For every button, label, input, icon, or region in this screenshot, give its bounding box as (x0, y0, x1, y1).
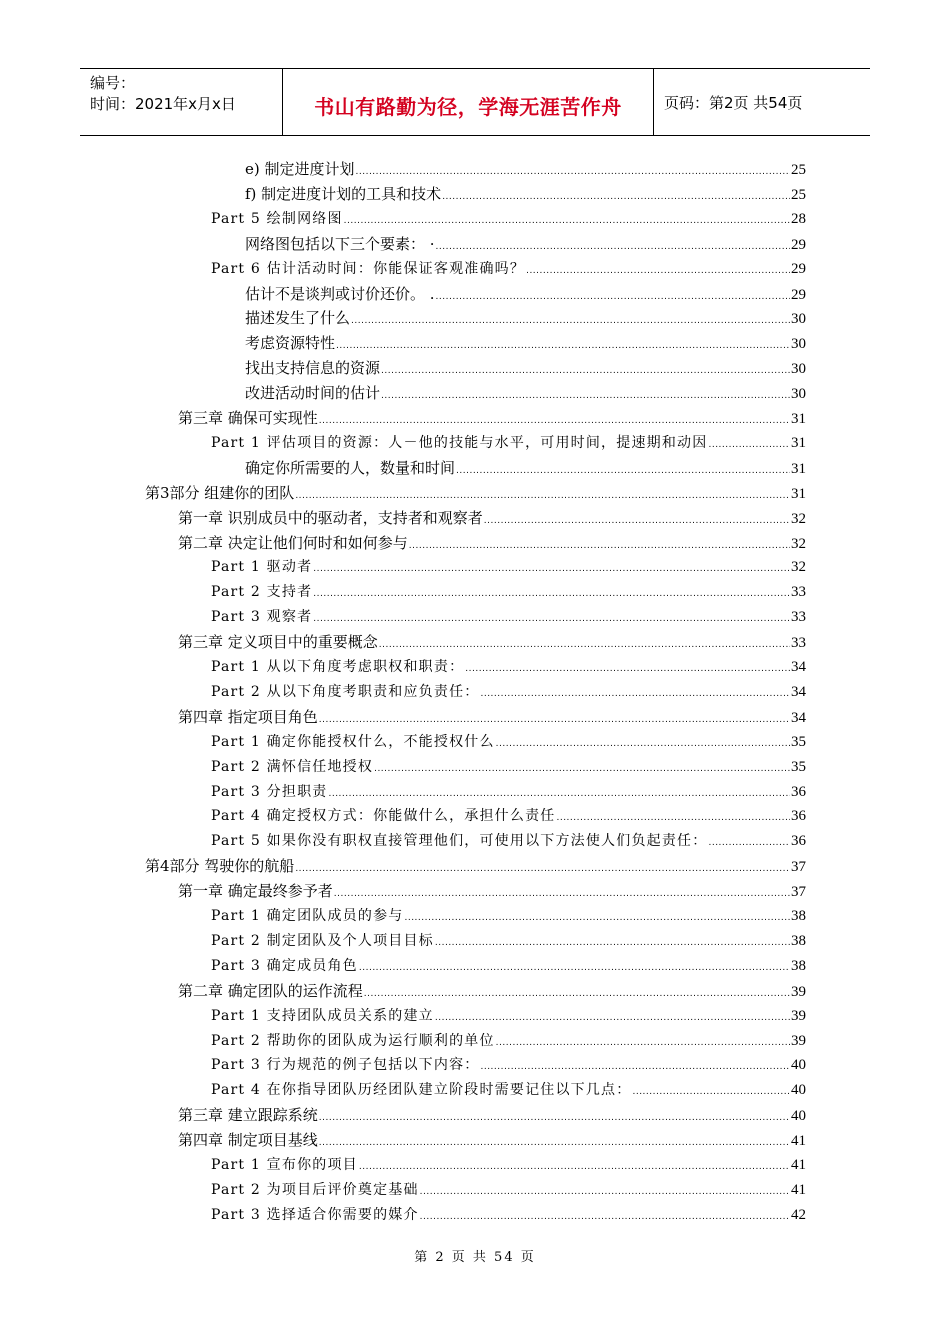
toc-entry-title: Part 1 宣布你的项目 (211, 1157, 358, 1173)
toc-leader-dots (409, 541, 790, 551)
toc-entry-title: 第三章 建立跟踪系统 (178, 1106, 318, 1125)
toc-entry-title: Part 1 从以下角度考虑职权和职责： (211, 659, 465, 675)
toc-entry[interactable] (211, 1154, 806, 1179)
toc-leader-dots (351, 316, 790, 326)
toc-leader-dots (295, 491, 790, 501)
toc-entry[interactable] (211, 781, 806, 806)
toc-entry[interactable] (211, 208, 806, 233)
toc-entry-page: 42 (791, 1206, 806, 1223)
toc-entry-page: 41 (791, 1181, 806, 1198)
toc-entry-page: 34 (791, 709, 806, 726)
toc-leader-dots (480, 1062, 790, 1072)
toc-entry-page: 33 (791, 635, 806, 652)
page-footer: 第 2 页 共 54 页 (414, 1250, 536, 1265)
toc-entry[interactable] (178, 1104, 806, 1129)
toc-leader-dots (465, 664, 790, 674)
toc-entry[interactable] (211, 1079, 806, 1104)
toc-leader-dots (319, 416, 790, 426)
toc-entry-page: 41 (791, 1133, 806, 1150)
toc-entry[interactable] (178, 980, 806, 1005)
toc-leader-dots (336, 341, 790, 351)
toc-entry-title: Part 2 帮助你的团队成为运行顺利的单位 (211, 1032, 495, 1049)
toc-entry[interactable] (211, 432, 806, 457)
toc-entry[interactable] (245, 158, 806, 183)
toc-leader-dots (708, 838, 790, 848)
toc-leader-dots (496, 1038, 790, 1048)
toc-entry[interactable] (211, 756, 806, 781)
toc-entry-page: 32 (791, 559, 806, 576)
toc-entry[interactable] (178, 880, 806, 905)
toc-entry-title: Part 6 估计活动时间：你能保证客观准确吗？ (211, 260, 526, 277)
toc-entry[interactable] (245, 457, 806, 482)
toc-entry[interactable] (211, 930, 806, 955)
toc-entry[interactable] (178, 507, 806, 532)
toc-entry[interactable] (178, 631, 806, 656)
toc-entry-page: 29 (791, 286, 806, 303)
toc-leader-dots (435, 938, 790, 948)
toc-entry-title: Part 5 绘制网络图 (211, 210, 343, 227)
toc-entry-title: Part 3 确定成员角色 (211, 957, 358, 974)
toc-entry-page: 30 (791, 311, 806, 328)
toc-entry-page: 40 (791, 1057, 806, 1074)
toc-entry[interactable] (245, 183, 806, 208)
header-motto: 书山有路勤为径，学海无涯苦作舟 (283, 69, 654, 135)
toc-entry-page: 34 (791, 659, 806, 675)
toc-entry-title: Part 1 驱动者 (211, 559, 313, 576)
toc-entry-page: 28 (791, 210, 806, 227)
toc-entry-page: 36 (791, 808, 806, 825)
toc-entry[interactable] (245, 283, 806, 308)
toc-leader-dots (526, 266, 790, 276)
toc-entry-title: 确定你所需要的人，数量和时间 (245, 458, 456, 477)
toc-entry[interactable] (211, 955, 806, 980)
toc-entry-page: 25 (791, 186, 806, 203)
toc-entry[interactable] (245, 357, 806, 382)
toc-entry-page: 38 (791, 957, 806, 974)
toc-entry-title: 第一章 确定最终参予者 (178, 882, 333, 901)
toc-entry-title: 找出支持信息的资源 (245, 359, 381, 378)
toc-entry[interactable] (211, 681, 806, 706)
toc-leader-dots (708, 440, 790, 450)
toc-entry-title: 考虑资源特性 (245, 334, 336, 353)
toc-leader-dots (319, 715, 790, 725)
toc-entry[interactable] (178, 407, 806, 432)
toc-leader-dots (313, 589, 790, 599)
toc-leader-dots (359, 963, 790, 973)
toc-entry-title: 改进活动时间的估计 (245, 384, 381, 403)
toc-entry[interactable] (178, 706, 806, 731)
toc-entry-title: Part 1 评估项目的资源：人－他的技能与水平，可用时间，提速期和动因 (211, 434, 708, 451)
toc-entry[interactable] (211, 606, 806, 631)
toc-entry-title: 第三章 定义项目中的重要概念 (178, 633, 378, 652)
toc-entry-title: 第二章 确定团队的运作流程 (178, 981, 363, 1000)
toc-entry-title: 第4部分 驾驶你的航船 (145, 857, 295, 876)
toc-entry[interactable] (245, 233, 806, 258)
toc-leader-dots (496, 739, 790, 749)
page-header (80, 68, 870, 136)
toc-entry-title: 第3部分 组建你的团队 (145, 483, 295, 502)
toc-leader-dots (442, 192, 790, 202)
toc-leader-dots (456, 466, 790, 476)
toc-entry-title: 第一章 识别成员中的驱动者，支持者和观察者 (178, 508, 483, 527)
toc-leader-dots (295, 864, 790, 874)
toc-leader-dots (435, 1013, 790, 1023)
toc-entry[interactable] (211, 656, 806, 681)
toc-entry-page: 38 (791, 908, 806, 924)
document-date-label: 时间：2021年x月x日 (90, 95, 236, 113)
toc-leader-dots (328, 789, 790, 799)
toc-entry-page: 37 (791, 884, 806, 901)
toc-entry-page: 39 (791, 1032, 806, 1049)
toc-entry-page: 31 (791, 434, 806, 451)
toc-entry-page: 30 (791, 336, 806, 353)
toc-entry[interactable] (211, 581, 806, 606)
toc-entry-title: Part 5 如果你没有职权直接管理他们，可使用以下方法使人们负起责任： (211, 833, 708, 850)
toc-leader-dots (404, 913, 790, 923)
toc-entry-page: 36 (791, 783, 806, 800)
toc-entry-page: 29 (791, 260, 806, 277)
toc-entry-page: 35 (791, 758, 806, 775)
toc-entry[interactable] (245, 382, 806, 407)
toc-entry[interactable] (145, 855, 806, 880)
toc-entry-title: 第二章 决定让他们何时和如何参与 (178, 533, 408, 552)
toc-entry-page: 30 (791, 361, 806, 378)
toc-entry-title: Part 2 制定团队及个人项目目标 (211, 932, 434, 949)
toc-entry-title: 估计不是谈判或讨价还价。 . (245, 284, 435, 303)
toc-entry-title: Part 2 满怀信任地授权 (211, 758, 374, 775)
toc-entry-title: e) 制定进度计划 (245, 160, 355, 178)
toc-entry-title: Part 2 从以下角度考职责和应负责任： (211, 683, 480, 700)
toc-entry-title: Part 1 确定你能授权什么，不能授权什么 (211, 733, 495, 750)
toc-entry[interactable] (211, 731, 806, 756)
toc-entry[interactable] (211, 905, 806, 930)
toc-entry-title: 第四章 指定项目角色 (178, 707, 318, 726)
toc-leader-dots (381, 366, 790, 376)
toc-entry-page: 41 (791, 1157, 806, 1173)
toc-entry[interactable] (145, 482, 806, 507)
toc-entry[interactable] (211, 1054, 806, 1079)
toc-leader-dots (420, 1187, 790, 1197)
toc-entry-page: 31 (791, 460, 806, 477)
toc-leader-dots (313, 564, 790, 574)
toc-leader-dots (364, 989, 790, 999)
toc-entry[interactable] (178, 532, 806, 557)
toc-entry[interactable] (211, 805, 806, 830)
toc-leader-dots (480, 689, 790, 699)
header-page-label: 页码：第2页 共54页 (664, 93, 803, 112)
toc-leader-dots (436, 292, 790, 302)
toc-entry-page: 39 (791, 1007, 806, 1024)
toc-entry-page: 36 (791, 833, 806, 850)
toc-entry-title: Part 3 选择适合你需要的媒介 (211, 1206, 419, 1223)
toc-entry[interactable] (211, 830, 806, 855)
toc-leader-dots (374, 764, 790, 774)
toc-entry-title: 描述发生了什么 (245, 309, 351, 328)
toc-leader-dots (381, 391, 790, 401)
toc-entry-page: 34 (791, 683, 806, 700)
toc-entry[interactable] (211, 258, 806, 283)
toc-entry-title: Part 3 观察者 (211, 609, 313, 626)
toc-entry-page: 40 (791, 1082, 806, 1099)
toc-entry[interactable] (211, 1179, 806, 1204)
toc-leader-dots (420, 1212, 790, 1222)
toc-entry[interactable] (211, 1204, 806, 1229)
toc-leader-dots (319, 1113, 790, 1123)
toc-entry-page: 33 (791, 584, 806, 601)
toc-entry-title: Part 2 支持者 (211, 584, 313, 601)
toc-entry-title: 第四章 制定项目基线 (178, 1131, 318, 1150)
toc-entry-page: 29 (791, 236, 806, 253)
toc-leader-dots (436, 242, 790, 252)
toc-leader-dots (359, 1162, 790, 1172)
toc-entry-page: 31 (791, 411, 806, 427)
toc-entry-title: 第三章 确保可实现性 (178, 409, 318, 427)
toc-leader-dots (484, 516, 790, 526)
toc-entry-page: 39 (791, 983, 806, 1000)
toc-entry-title: Part 2 为项目后评价奠定基础 (211, 1181, 419, 1198)
toc-leader-dots (379, 640, 790, 650)
toc-entry-title: 网络图包括以下三个要素： · (245, 234, 435, 253)
toc-entry[interactable] (211, 1030, 806, 1055)
toc-entry-page: 40 (791, 1108, 806, 1125)
toc-entry-page: 35 (791, 733, 806, 750)
toc-leader-dots (556, 813, 790, 823)
toc-entry-page: 32 (791, 510, 806, 527)
toc-leader-dots (344, 216, 790, 226)
toc-entry-title: Part 1 确定团队成员的参与 (211, 908, 404, 924)
toc-leader-dots (313, 614, 790, 624)
toc-entry[interactable] (245, 307, 806, 332)
document-number-label: 编号： (90, 74, 136, 92)
toc-entry[interactable] (245, 332, 806, 357)
toc-leader-dots (319, 1138, 790, 1148)
toc-entry-title: Part 4 在你指导团队历经团队建立阶段时需要记住以下几点： (211, 1082, 632, 1099)
toc-entry-page: 37 (791, 859, 806, 876)
toc-entry[interactable] (211, 556, 806, 581)
toc-entry-page: 33 (791, 609, 806, 626)
toc-entry-title: Part 3 分担职责 (211, 783, 328, 800)
toc-entry-title: Part 3 行为规范的例子包括以下内容： (211, 1057, 480, 1074)
toc-entry-page: 38 (791, 932, 806, 949)
toc-leader-dots (334, 889, 790, 899)
toc-entry[interactable] (178, 1129, 806, 1154)
toc-entry-title: Part 4 确定授权方式：你能做什么，承担什么责任 (211, 808, 556, 825)
header-meta (80, 69, 283, 135)
toc-leader-dots (632, 1087, 790, 1097)
toc-entry-page: 30 (791, 386, 806, 403)
toc-entry-title: Part 1 支持团队成员关系的建立 (211, 1007, 434, 1024)
toc-entry[interactable] (211, 1005, 806, 1030)
toc-entry-title: f) 制定进度计划的工具和技术 (245, 184, 442, 203)
toc-entry-page: 32 (791, 535, 806, 552)
toc-entry-page: 25 (791, 162, 806, 178)
toc-leader-dots (356, 167, 791, 177)
toc-entry-page: 31 (791, 485, 806, 502)
